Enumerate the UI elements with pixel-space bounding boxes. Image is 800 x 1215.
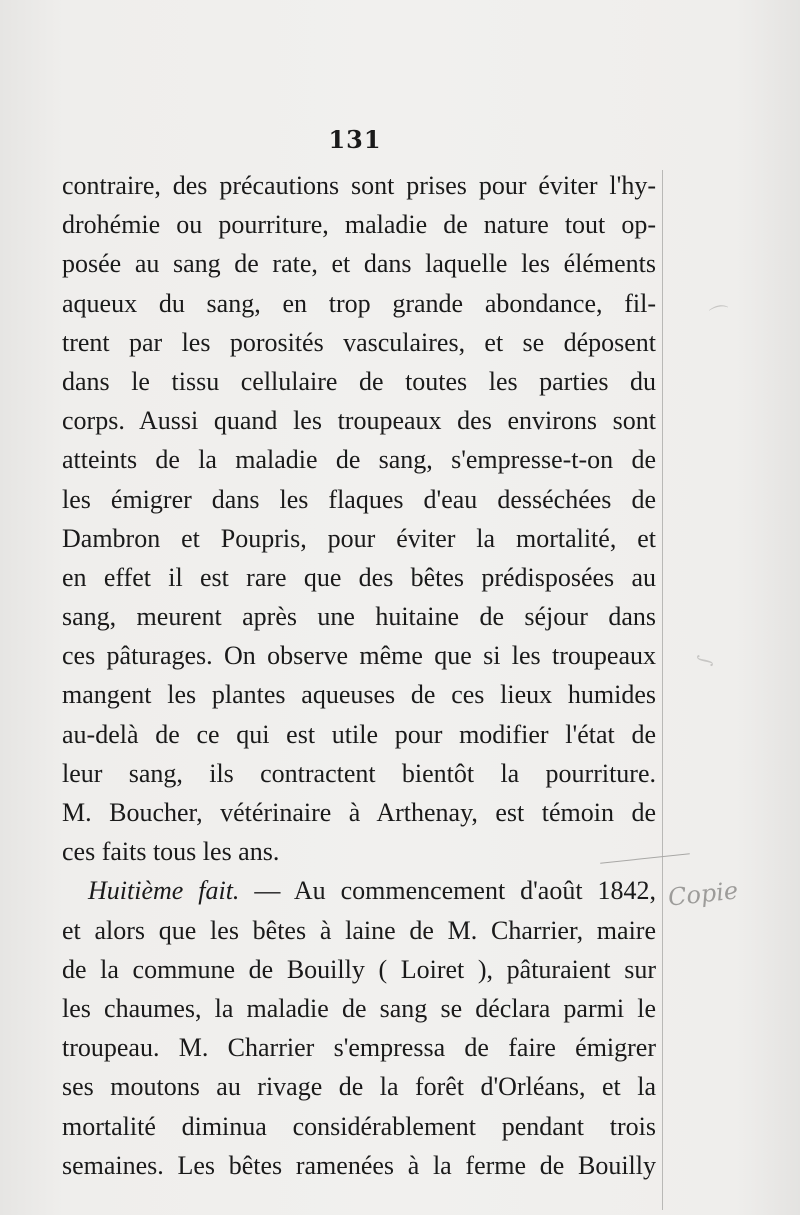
text-line: atteints de la maladie de sang, s'empresse-t-on de	[62, 445, 656, 475]
text-line: ses moutons au rivage de la forêt d'Orléans, et la	[62, 1072, 656, 1102]
text-line: sang, meurent après une huitaine de séjour dans	[62, 602, 656, 632]
text-line: de la commune de Bouilly ( Loiret ), pâturaient sur	[62, 954, 656, 984]
text-line: les émigrer dans les flaques d'eau desséchées de	[62, 484, 656, 514]
text-line: troupeau. M. Charrier s'empressa de faire émigrer	[62, 1033, 656, 1063]
text-line: leur sang, ils contractent bientôt la pourriture.	[62, 758, 656, 788]
text-line: les chaumes, la maladie de sang se déclara parmi le	[62, 993, 656, 1023]
text-line: M. Boucher, vétérinaire à Arthenay, est témoin de	[62, 798, 656, 827]
text-line-paragraph-end: ces faits tous les ans.	[62, 837, 280, 867]
text-line: dans le tissu cellulaire de toutes les parties du	[62, 366, 656, 396]
body-text	[62, 166, 656, 1185]
faint-pencil-scribble: ∫	[693, 654, 716, 667]
text-line: drohémie ou pourriture, maladie de nature tout op-	[62, 210, 656, 240]
text-line: contraire, des précautions sont prises pour éviter l'hy-	[62, 171, 656, 200]
text-line: en effet il est rare que des bêtes prédisposées au	[62, 562, 656, 592]
page-number: 131	[328, 125, 382, 154]
text-line: trent par les porosités vasculaires, et se déposent	[62, 327, 656, 357]
text-line: posée au sang de rate, et dans laquelle les éléments	[62, 249, 656, 279]
section-heading: Huitième fait.	[88, 876, 240, 906]
text-line: mangent les plantes aqueuses de ces lieux humides	[62, 680, 656, 710]
text-line: semaines. Les bêtes ramenées à la ferme de Bouilly	[62, 1150, 656, 1180]
faint-pencil-scribble: ⌒	[704, 302, 729, 330]
pencil-annotation: Copie	[666, 876, 740, 912]
text-line: mortalité diminua considérablement pendant trois	[62, 1111, 656, 1141]
pencil-margin-line	[662, 170, 663, 1210]
text-line: corps. Aussi quand les troupeaux des environs sont	[62, 406, 656, 436]
text-line: aqueux du sang, en trop grande abondance, fil-	[62, 288, 656, 318]
section-first-line: — Au commencement d'août 1842,	[254, 876, 656, 906]
section-heading-line	[62, 871, 656, 910]
text-line: au-delà de ce qui est utile pour modifier l'état de	[62, 719, 656, 749]
text-line: et alors que les bêtes à laine de M. Charrier, maire	[62, 915, 656, 945]
text-line: ces pâturages. On observe même que si les troupeaux	[62, 641, 656, 671]
text-line: Dambron et Poupris, pour éviter la mortalité, et	[62, 523, 656, 553]
